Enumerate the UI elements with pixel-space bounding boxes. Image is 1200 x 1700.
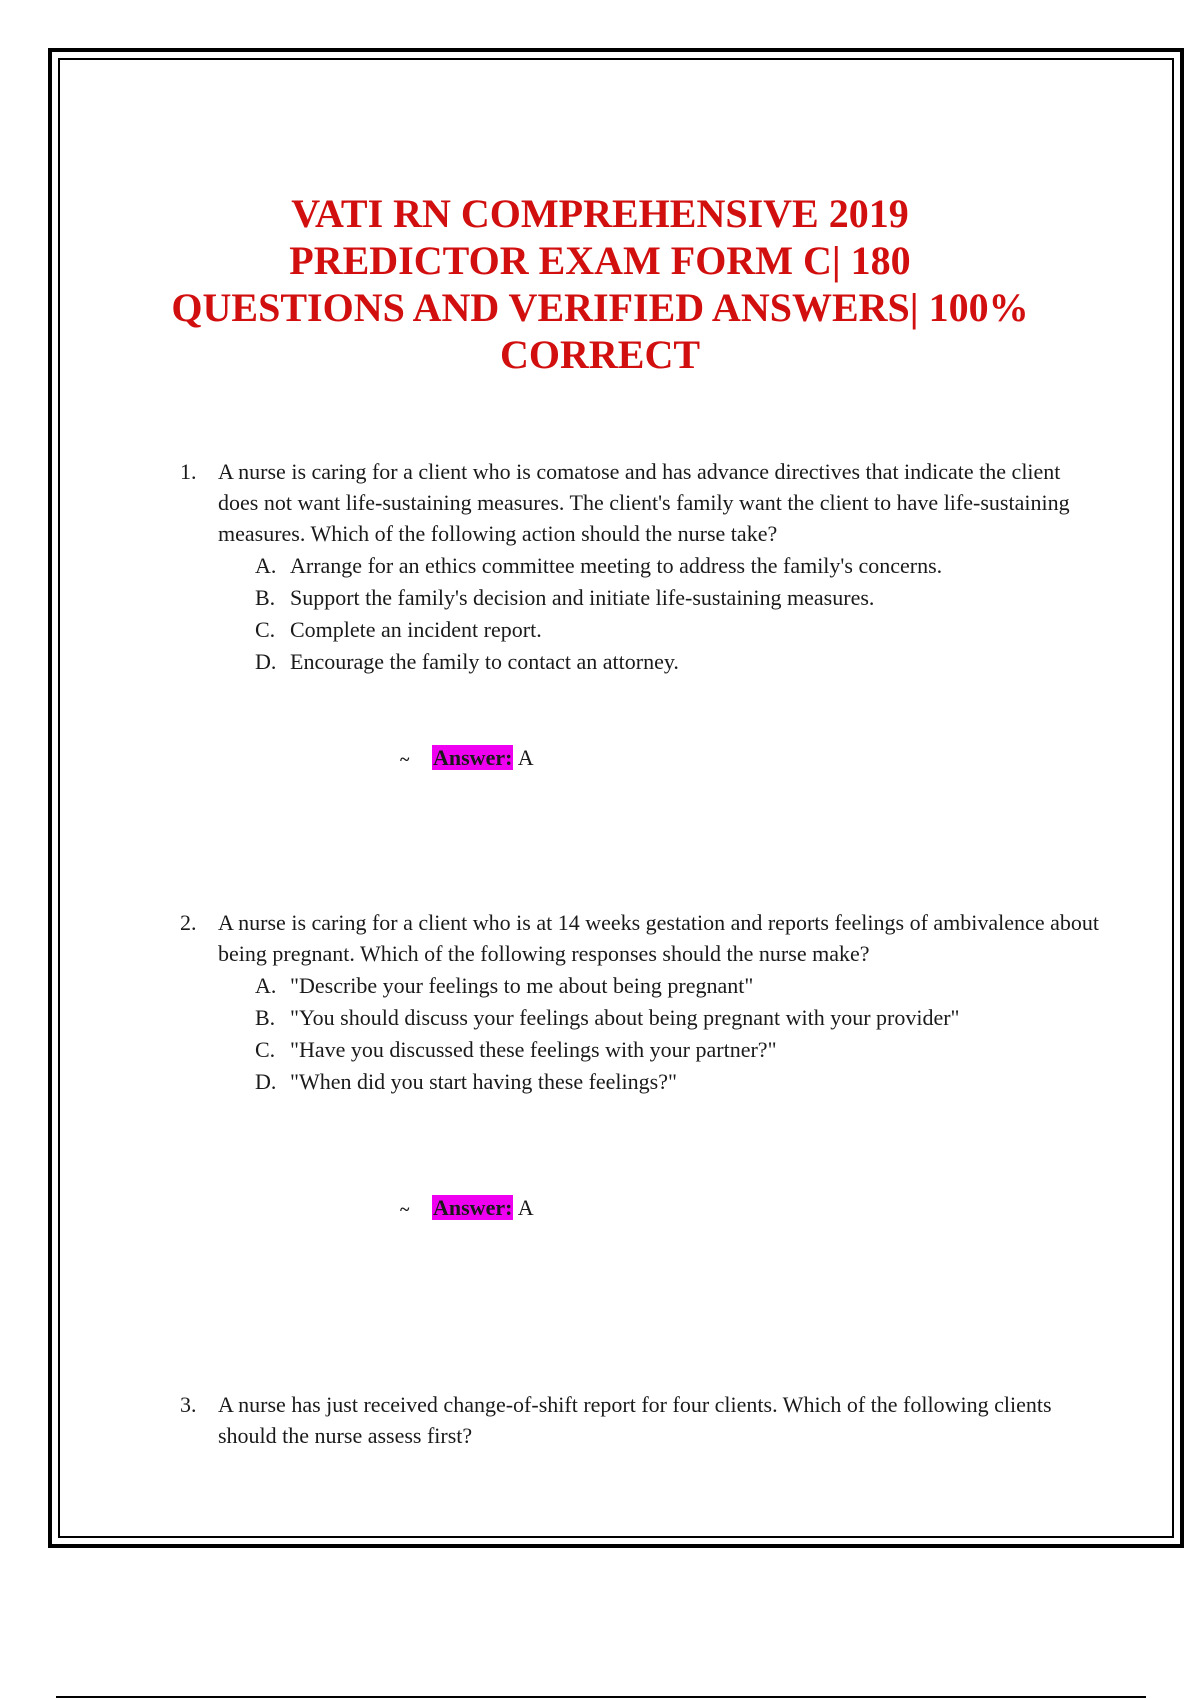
option-text: "When did you start having these feelings?" [290,1069,677,1094]
option-d [255,646,1100,678]
option-b [255,582,1100,614]
question-number: 3. [180,1392,197,1417]
option-letter: B. [255,585,276,610]
option-letter: D. [255,649,277,674]
question-3 [180,1389,1100,1451]
option-a [255,970,1100,1002]
option-letter: B. [255,1005,276,1030]
question-1 [180,456,1100,678]
option-c [255,1034,1100,1066]
answer-2 [400,1193,534,1224]
question-text: A nurse is caring for a client who is comatose and has advance directives that indicate the client does not want life-sustaining measures. The client's family want the client to have life-sustaining measures. Which of the following action should the nurse take? [218,459,1070,546]
option-text: Support the family's decision and initiate life-sustaining measures. [290,585,875,610]
option-text: Encourage the family to contact an attorney. [290,649,679,674]
options-list [255,970,1100,1098]
option-text: "You should discuss your feelings about being pregnant with your provider" [290,1005,960,1030]
question-number: 2. [180,910,197,935]
page-bottom-divider [56,1696,1146,1698]
option-letter: C. [255,1037,276,1062]
option-text: Complete an incident report. [290,617,542,642]
question-number: 1. [180,459,197,484]
option-d [255,1066,1100,1098]
option-text: Arrange for an ethics committee meeting to address the family's concerns. [290,553,943,578]
answer-value: A [517,745,534,770]
option-c [255,614,1100,646]
question-text: A nurse is caring for a client who is at 14 weeks gestation and reports feelings of ambivalence about being pregnant. Which of the following responses should the nurse make? [218,910,1099,966]
option-text: "Describe your feelings to me about being pregnant" [290,973,754,998]
title-line-1: VATI RN COMPREHENSIVE 2019 [291,191,909,236]
title-line-2: PREDICTOR EXAM FORM C| 180 [289,238,911,283]
question-text: A nurse has just received change-of-shift report for four clients. Which of the following clients should the nurse assess first? [218,1392,1052,1448]
answer-marker: ~ [400,749,410,769]
option-a [255,550,1100,582]
option-b [255,1002,1100,1034]
answer-label-highlight: Answer: [433,1195,513,1220]
option-letter: C. [255,617,276,642]
answer-1 [400,743,534,774]
title-line-4: CORRECT [499,332,701,377]
title-line-3: QUESTIONS AND VERIFIED ANSWERS| 100% [171,285,1029,330]
options-list [255,550,1100,678]
answer-label-highlight: Answer: [433,745,513,770]
option-text: "Have you discussed these feelings with your partner?" [290,1037,777,1062]
option-letter: A. [255,553,277,578]
question-2 [180,907,1100,1098]
option-letter: D. [255,1069,277,1094]
answer-marker: ~ [400,1199,410,1219]
option-letter: A. [255,973,277,998]
answer-value: A [517,1195,534,1220]
document-title [0,190,1200,378]
